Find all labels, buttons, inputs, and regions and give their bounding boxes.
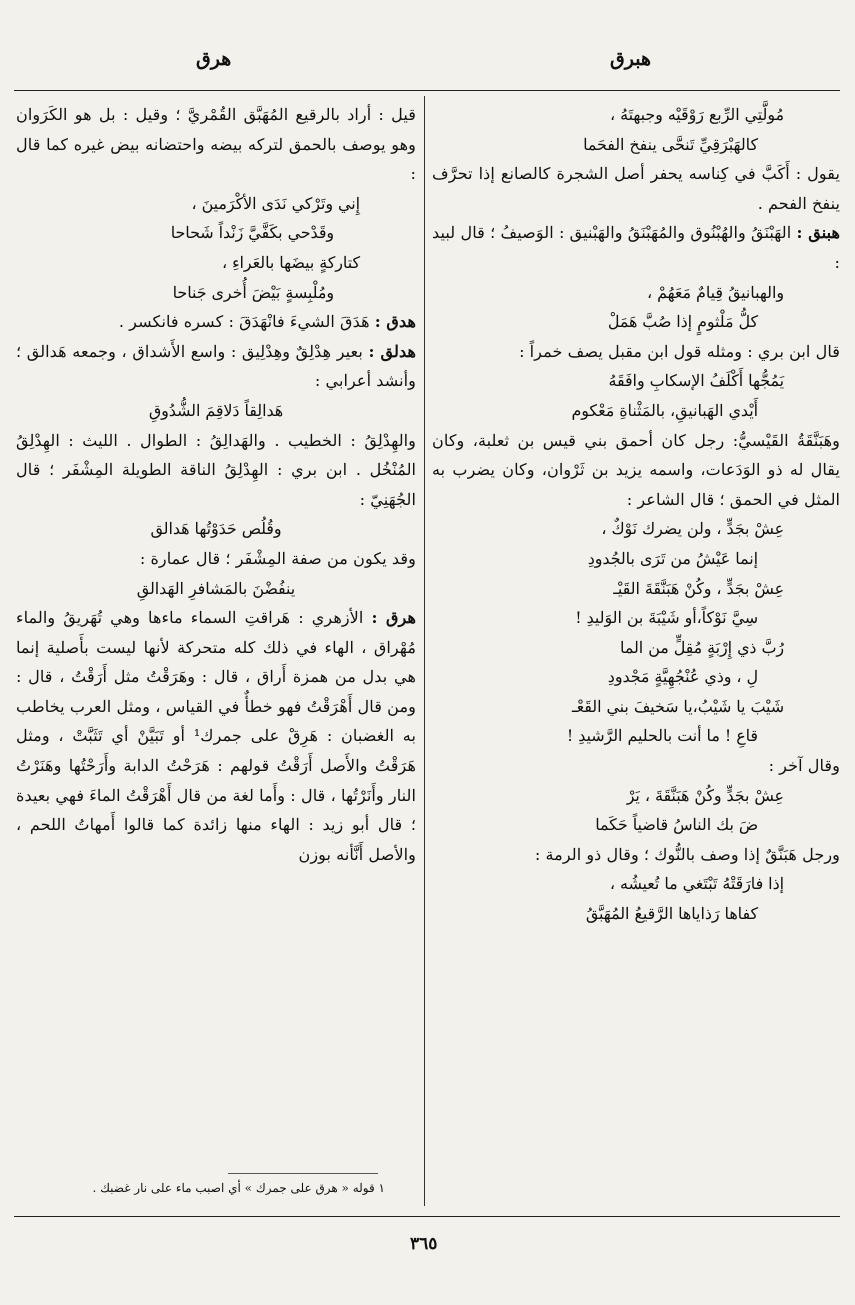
verse-line: كلُّ مَلْثومٍ إذا صُبَّ هَمَلْ xyxy=(607,312,758,332)
verse-line: إذا فارَقَتْهُ تَبْتَغي ما تُعيشُه ، xyxy=(609,874,784,894)
verse-line: رُبَّ ذي إِرْبَةٍ مُقِلٍّ من الما xyxy=(620,637,784,657)
verse-line: أَيْدي الهَبانيقِ، بالمَثْناةِ مَعْكوم xyxy=(571,400,758,420)
paragraph: وقد يكون من صفة المِشْفَر ؛ قال عمارة : xyxy=(139,548,416,568)
verse-line: سِيَّ نَوْكاً،أو شَيْبَةَ بن الوَليدِ ! xyxy=(575,608,758,628)
verse-line: إنما عَيْشُ من تَرَى بالجُدودِ xyxy=(587,548,758,568)
verse-line: كتاركةٍ بيضَها بالعَراءِ ، xyxy=(221,252,360,272)
verse-line: إِني وتَرْكي نَدَى الأكْرَمينَ ، xyxy=(191,193,360,213)
header-word-right: هبرق xyxy=(610,48,651,70)
entry-headword: هدلق : xyxy=(368,341,416,361)
verse-line: ضَ بك الناسُ قاضياً حَكَما xyxy=(595,815,758,835)
dictionary-entry xyxy=(16,307,416,337)
footnote: ١ قوله « هرق على جمرك » أي اصبب ماء على نار غضبك . xyxy=(92,1181,385,1195)
entry-headword: هرق : xyxy=(371,608,416,628)
paragraph: والهِدْلِقُ : الخطيب . والهَدالِقُ : الطوال . الليث : الهِدْلِقُ المُنْخُل . ابن بري : الهِدْلِقُ الناقة الطويلة المِشْفَر ؛ قال الجُهَنِيّ : xyxy=(16,430,416,509)
verse-line: وقَدْحي بكَفَّيَّ زَنْداً شَحاحا xyxy=(170,223,334,243)
verse-line: عِشْ بجَدٍّ ، وكُنْ هَبَنَّقَةَ القَيْـ xyxy=(613,578,784,598)
entry-headword: هبنق : xyxy=(796,223,840,243)
entry-text: الأزهري : هَراقتِ السماء ماءها وهي تُهَريقُ والماء مُهْراق ، الهاء في ذلك كله متحركة لأنها ليست بأَصلية إنما هي بدل من همزة أَراق ، قال : وهَرَقْتُ مثل أَرَقْتُ ، قال : ومن قال أَهْرَقْتُ فهو خطأٌ في القياس ، ومثل العرب يخاطب به الغضبان : هَرِقْ على جمرك¹ أو تَبَيَّنْ أي تَثَبَّتْ ، ومثل هَرَقْتُ والأَصل أَرَقْتُ قولهم : هَرَحْتُ الدابة وأَرَحْتُها وهَنَرْتُ النار وأَنَرْتُها ، قال : وأَما لغة من قال أَهْرَقْتُ الماءَ فهي بعيدة ؛ قال أبو زيد : الهاء منها زائدة كما قالوا أَمهاتُ اللحم ، والأصل أَنَّأنه بوزن xyxy=(16,608,416,864)
paragraph: وهَبَنَّقَةُ القَيْسيُّ: رجل كان أحمق بني قيس بن ثعلبة، وكان يقال له ذو الوَدَعات، واسمه يزيد بن ثَرْوان، وكان يضرب به المثل في الحمق ؛ قال الشاعر : xyxy=(432,430,840,509)
paragraph: قيل : أراد بالرقيع المُهَبَّق القُمْريَّ ؛ وقيل : بل هو الكَرَوان وهو يوصف بالحمق لتركه بيضه واحتضانه بيض غيره كما قال : xyxy=(16,105,416,184)
verse-line: كالهَبْرَقِيِّ تَنحَّى ينفخ الفحَما xyxy=(583,134,758,154)
bottom-rule xyxy=(14,1216,840,1217)
verse-line: قاعِ ! ما أنت بالحليم الرَّشيدِ ! xyxy=(566,726,758,746)
paragraph: وقال آخر : xyxy=(768,756,840,776)
verse-line: عِشْ بجَدٍّ ، ولن يضرك نَوْكٌ ، xyxy=(601,519,784,539)
verse-line: هَدالِقاً دَلاقِمَ الشُّدُوقِ xyxy=(148,400,284,420)
verse-line: ينفُضْنَ بالمَشافرِ الهَدالقِ xyxy=(136,578,296,598)
verse-line: لِ ، وذي عُنْجُهِيَّةٍ مَجْدودِ xyxy=(607,667,758,687)
verse-line: والهبانيقُ قِيامٌ مَعَهُمْ ، xyxy=(647,282,784,302)
header-word-left: هرق xyxy=(196,48,232,70)
dictionary-entry xyxy=(16,603,416,869)
top-rule xyxy=(14,90,840,91)
verse-line: يَمُجُّها أَكْلَفُ الإسكابِ وافَقَهُ xyxy=(608,371,784,391)
left-column xyxy=(16,100,416,869)
verse-line: عِشْ بجَدٍّ وكُنْ هَبَنَّقَةَ ، يَرْ xyxy=(626,785,784,805)
entry-text: بعير هِدْلِقٌ وهِدْلِيق : واسع الأَشداق ، وجمعه هَدالق ؛ وأنشد أعرابي : xyxy=(16,341,416,391)
page-number: ٣٦٥ xyxy=(410,1234,438,1254)
footnote-rule xyxy=(228,1173,378,1174)
dictionary-entry xyxy=(432,218,840,277)
verse-line: ومُلْبِسةٍ بَيْضَ أُخرى جَناحا xyxy=(172,282,334,302)
verse-line: وقُلُص حَدَوْتُها هَدالق xyxy=(150,519,282,539)
paragraph: قال ابن بري : ومثله قول ابن مقبل يصف خمراً : xyxy=(519,341,840,361)
entry-text: الهَبْنَقُ والهُبْنُوق والمُهَبْنَقُ والهَبْنيق : الوَصيفُ ؛ قال لبيد : xyxy=(432,223,840,272)
verse-line: كفاها رَذاياها الرَّقيعُ المُهَبَّقُ xyxy=(585,904,758,924)
dictionary-entry xyxy=(16,337,416,396)
paragraph: يقول : أَكَبَّ في كِناسه يحفر أصل الشجرة كالصانع إذا تحرَّف ينفخ الفحم . xyxy=(432,164,840,213)
paragraph: ورجل هَبَنَّقٌ إذا وصف بالنُّوك ؛ وقال ذو الرمة : xyxy=(534,844,840,864)
column-divider xyxy=(424,96,425,1206)
entry-text: هَدَقَ الشيءَ فانْهَدَقَ : كسره فانكسر . xyxy=(118,312,370,332)
verse-line: مُولَّتِي الرِّبع رَوْقَيْه وجبهتَهُ ، xyxy=(610,105,784,124)
verse-line: شَيْبَ يا شَيْبُ،يا سَخيفَ بني القَعْـ xyxy=(572,696,784,716)
right-column xyxy=(432,100,840,929)
entry-headword: هدق : xyxy=(374,312,416,332)
